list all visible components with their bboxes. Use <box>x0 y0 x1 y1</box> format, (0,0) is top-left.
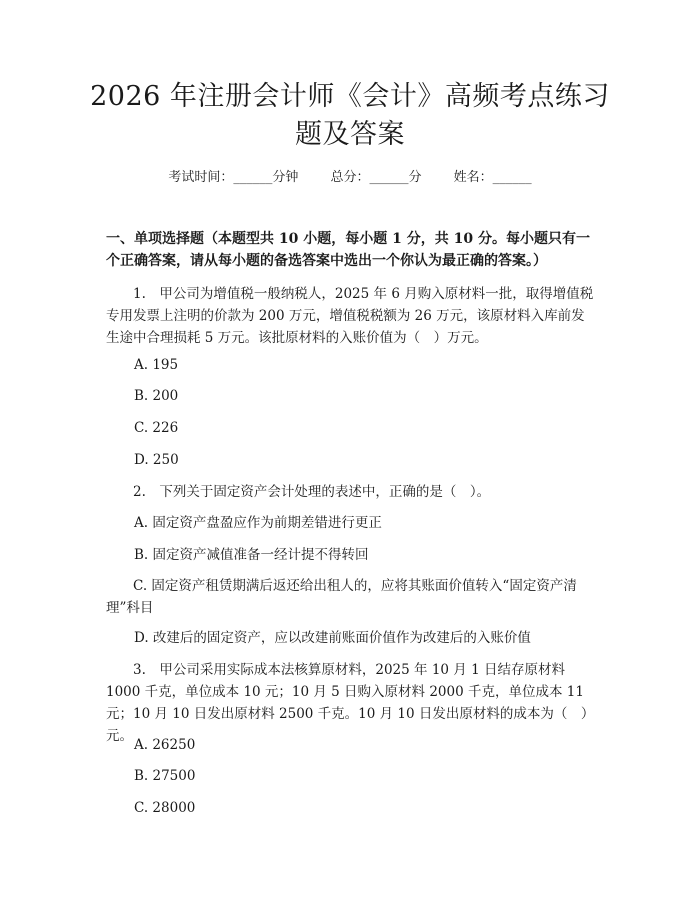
exam-total-score: 总分：______分 <box>330 170 422 185</box>
section-heading: 一、单项选择题（本题型共 10 小题，每小题 1 分，共 10 分。每小题只有一个正确答案，请从每小题的备选答案中选出一个你认为最正确的答案。） <box>106 231 590 269</box>
question-1: 1. 甲公司为增值税一般纳税人，2025 年 6 月购入原材料一批，取得增值税专用发票上注明的价款为 200 万元，增值税税额为 26 万元，该原材料入库前发生途中合理损耗 5 万元。该批原材料的入账价值为（ ）万元。 <box>106 286 594 346</box>
exam-info <box>0 168 700 188</box>
question-1-option-a: A. 195 <box>134 357 179 373</box>
question-3-option-a: A. 26250 <box>134 737 196 753</box>
question-3-option-c: C. 28000 <box>134 800 196 816</box>
question-2-option-a: A. 固定资产盘盈应作为前期差错进行更正 <box>134 515 382 531</box>
question-2-option-d: D. 改建后的固定资产，应以改建前账面价值作为改建后的入账价值 <box>134 630 531 646</box>
question-1-option-c: C. 226 <box>134 420 179 436</box>
question-1-option-b: B. 200 <box>134 388 179 404</box>
question-3: 3. 甲公司采用实际成本法核算原材料，2025 年 10 月 1 日结存原材料 1000 千克，单位成本 10 元；10 月 5 日购入原材料 2000 千克，单位成本 11 元；10 月 10 日发出原材料 2500 千克。10 月 10 日发出原材料的成本为（ ）元。 <box>106 662 595 744</box>
question-3-option-b: B. 27500 <box>134 768 196 784</box>
question-1-option-d: D. 250 <box>134 452 179 468</box>
exam-name: 姓名：______ <box>453 170 532 185</box>
question-2-option-c: C. 固定资产租赁期满后返还给出租人的，应将其账面价值转入“固定资产清理”科目 <box>106 578 577 616</box>
exam-time: 考试时间：______分钟 <box>168 170 299 185</box>
question-2: 2. 下列关于固定资产会计处理的表述中，正确的是（ ）。 <box>133 484 491 500</box>
question-2-option-b: B. 固定资产减值准备一经计提不得转回 <box>134 547 369 563</box>
document-title: 2026 年注册会计师《会计》高频考点练习题及答案 <box>90 81 610 150</box>
